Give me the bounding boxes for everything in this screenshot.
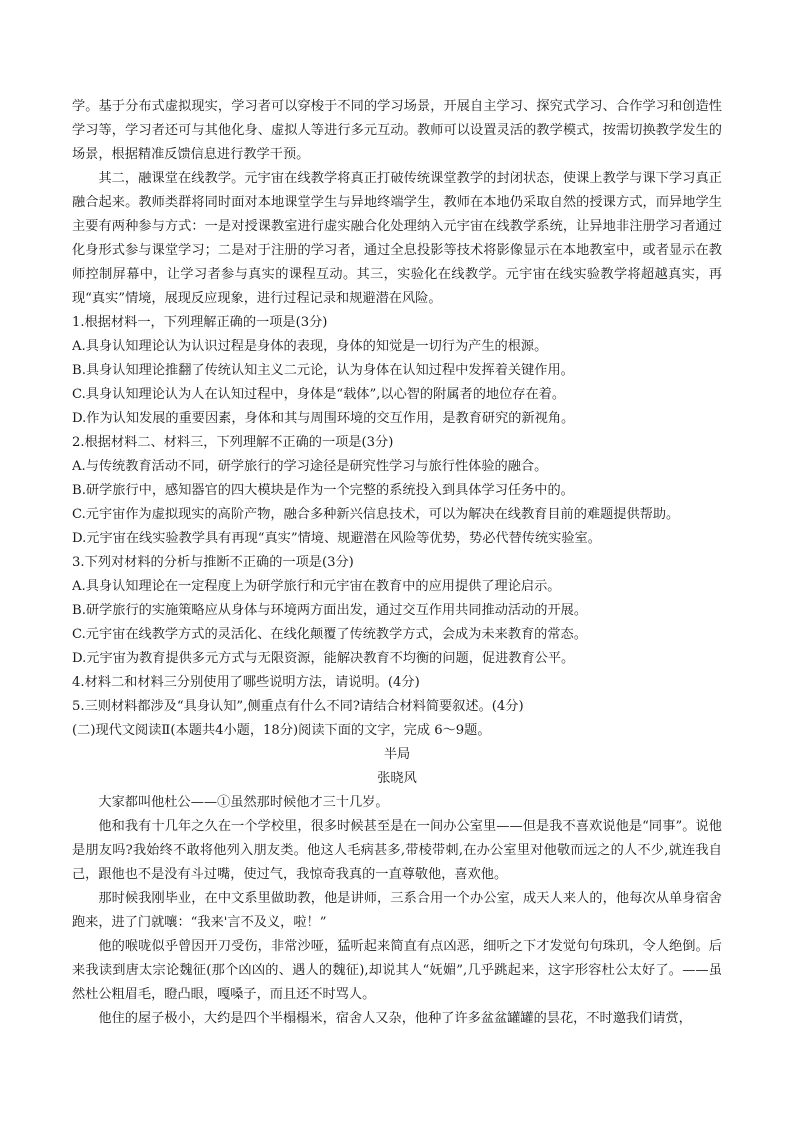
question-2-option-d: D.元宇宙在线实验教学具有再现“真实”情境、规避潜在风险等优势，势必代替传统实验室。 — [72, 531, 601, 546]
page-content — [72, 95, 722, 1031]
question-1-option-b: B.具身认知理论推翻了传统认知主义二元论，认为身体在认知过程中发挥着关键作用。 — [72, 363, 574, 378]
question-2-stem: 2.根据材料二、材料三，下列理解不正确的一项是(3分) — [72, 435, 394, 450]
story-paragraph-3: 那时候我刚毕业，在中文系里做助教，他是讲师，三系合用一个办公室，成天人来人的，他每次从单身宿舍跑来，进了门就嚷：“我来'言不及义，啦！” — [72, 891, 722, 930]
material-paragraph-1: 学。基于分布式虚拟现实，学习者可以穿梭于不同的学习场景，开展自主学习、探究式学习、合作学习和创造性学习等，学习者还可与其他化身、虚拟人等进行多元互动。教师可以设置灵活的教学模式，按需切换教学发生的场景，根据精准反馈信息进行教学干预。 — [72, 99, 722, 162]
question-4: 4.材料二和材料三分别使用了哪些说明方法，请说明。(4分) — [72, 675, 420, 690]
question-1-option-c: C.具身认知理论认为人在认知过程中，身体是“载体”,以心智的附属者的地位存在着。 — [72, 387, 566, 402]
question-3-stem: 3.下列对材料的分析与推断不正确的一项是(3分) — [72, 555, 354, 570]
story-paragraph-5: 他住的屋子极小，大约是四个半榻榻米，宿舍人又杂，他种了许多盆盆罐罐的昙花，不时邀我们请赏， — [98, 1011, 692, 1026]
question-3-option-a: A.具身认知理论在一定程度上为研学旅行和元宇宙在教育中的应用提供了理论启示。 — [72, 579, 561, 594]
story-paragraph-4: 他的喉咙似乎曾因开刀受伤，非常沙哑，猛听起来简直有点凶恶，细听之下才发觉句句珠玑，令人绝倒。后来我读到唐太宗论魏征(那个凶凶的、遇人的魏征),却说其人“妩媚”,几乎跳起来，这字形容杜公太好了。——虽然杜公粗眉毛，瞪凸眼，嘎嗓子，而且还不时骂人。 — [72, 939, 722, 1002]
question-2-option-b: B.研学旅行中，感知器官的四大模块是作为一个完整的系统投入到具体学习任务中的。 — [72, 483, 574, 498]
question-2 — [72, 431, 722, 551]
question-2-option-c: C.元宇宙作为虚拟现实的高阶产物，融合多种新兴信息技术，可以为解决在线教育目前的难题提供帮助。 — [72, 507, 680, 522]
question-5: 5.三则材料都涉及“具身认知”,侧重点有什么不同?请结合材料简要叙述。(4分) — [72, 699, 524, 714]
question-1-option-d: D.作为认知发展的重要因素，身体和其与周围环境的交互作用，是教育研究的新视角。 — [72, 411, 575, 426]
section-heading: (二)现代文阅读Ⅱ(本题共4小题，18分)阅读下面的文字，完成 6～9题。 — [72, 723, 491, 738]
question-3 — [72, 551, 722, 671]
material-paragraph-2: 其二，融课堂在线教学。元宇宙在线教学将真正打破传统课堂教学的封闭状态，使课上教学与课下学习真正融合起来。教师类群将同时面对本地课堂学生与异地终端学生，教师在本地仍采取自然的授课方式，而异地学生主要有两种参与方式：一是对授课教室进行虚实融合化处理纳入元宇宙在线教学系统，让异地非注册学习者通过化身形式参与课堂学习；二是对于注册的学习者，通过全息投影等技术将影像显示在本地教室中，或者显示在教师控制屏幕中，让学习者参与真实的课程互动。其三，实验化在线教学。元宇宙在线实验教学将超越真实，再现“真实”情境，展现反应现象，进行过程记录和规避潜在风险。 — [72, 171, 722, 306]
story-title: 半局 — [383, 747, 411, 762]
question-1-option-a: A.具身认知理论认为认识过程是身体的表现，身体的知觉是一切行为产生的根源。 — [72, 339, 548, 354]
story-paragraph-1: 大家都叫他杜公——①虽然那时候他才三十几岁。 — [98, 795, 389, 810]
story-author: 张晓风 — [377, 771, 417, 786]
question-1 — [72, 311, 722, 431]
question-3-option-d: D.元宇宙为教育提供多元方式与无限资源，能解决教育不均衡的问题，促进教育公平。 — [72, 651, 575, 666]
story-paragraph-2: 他和我有十几年之久在一个学校里，很多时候甚至是在一间办公室里——但是我不喜欢说他是“同事”。说他是朋友吗?我始终不敢将他列入朋友类。他这人毛病甚多,带棱带刺,在办公室里对他敬而远之的人不少,就连我自己，跟他也不是没有斗过嘴，使过气，我惊奇我真的一直尊敬他，喜欢他。 — [72, 819, 722, 882]
question-3-option-c: C.元宇宙在线教学方式的灵活化、在线化颠覆了传统教学方式，会成为未来教育的常态。 — [72, 627, 587, 642]
question-2-option-a: A.与传统教育活动不同，研学旅行的学习途径是研究性学习与旅行性体验的融合。 — [72, 459, 548, 474]
question-1-stem: 1.根据材料一，下列理解正确的一项是(3分) — [72, 315, 328, 330]
question-3-option-b: B.研学旅行的实施策略应从身体与环境两方面出发，通过交互作用共同推动活动的开展。 — [72, 603, 588, 618]
